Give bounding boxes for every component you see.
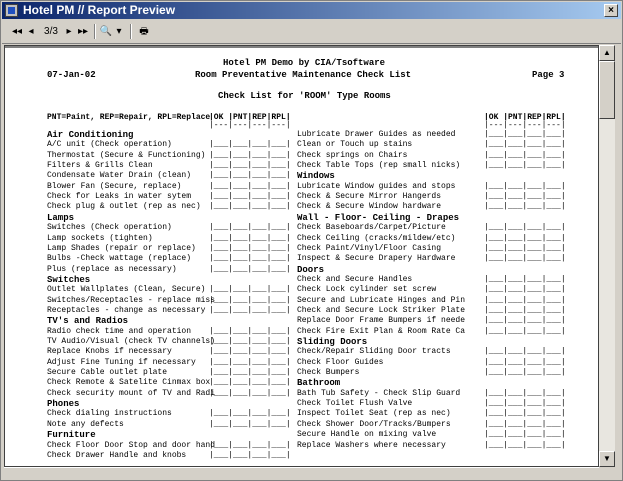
section-heading: Bathroom bbox=[297, 378, 341, 389]
checkbox-columns: |___|___|___|___| bbox=[484, 409, 566, 419]
checklist-item: Check Bumpers bbox=[297, 368, 360, 378]
checklist-item: Replace Washers where necessary bbox=[297, 440, 446, 450]
report-date: 07-Jan-02 bbox=[47, 70, 96, 80]
checklist-item: Check Toilet Flush Valve bbox=[297, 399, 413, 409]
checklist-item: Check security mount of TV and Radi bbox=[47, 388, 216, 398]
checkbox-columns: |___|___|___|___| bbox=[484, 295, 566, 305]
checklist-item: Check Shower Door/Tracks/Bumpers bbox=[297, 419, 451, 429]
checklist-item: Adjust Fine Tuning if necessary bbox=[47, 357, 196, 367]
next-page-button[interactable]: ▸ bbox=[66, 26, 72, 37]
checklist-item: Lubricate Window guides and stops bbox=[297, 181, 456, 191]
checkbox-columns: |___|___|___|___| bbox=[209, 295, 291, 305]
checkbox-columns: |___|___|___|___| bbox=[209, 337, 291, 346]
checkbox-columns: |___|___|___|___| bbox=[484, 223, 566, 233]
checkbox-columns: |___|___|___|___| bbox=[209, 161, 291, 171]
checklist-item: Check & Secure Window hardware bbox=[297, 202, 442, 212]
checklist-item: Outlet Wallplates (Clean, Secure) bbox=[47, 285, 206, 295]
checkbox-columns: |___|___|___|___| bbox=[209, 305, 291, 315]
toolbar-separator bbox=[130, 24, 132, 39]
checklist-item: Condensate Water Drain (clean) bbox=[47, 171, 192, 181]
checklist-item: Receptacles - change as necessary bbox=[47, 305, 206, 315]
checklist-item: Check and Secure Handles bbox=[297, 274, 413, 284]
page-top-edge bbox=[5, 46, 599, 48]
column-header-right: |OK |PNT|REP|RPL| bbox=[484, 113, 566, 122]
report-subtitle: Check List for 'ROOM' Type Rooms bbox=[218, 91, 391, 101]
section-heading: Air Conditioning bbox=[47, 130, 134, 140]
checkbox-columns: |___|___|___|___| bbox=[209, 326, 291, 336]
checklist-item: Check springs on Chairs bbox=[297, 150, 408, 160]
scroll-thumb[interactable] bbox=[599, 61, 615, 119]
checkbox-columns: |___|___|___|___| bbox=[484, 326, 566, 336]
checklist-item: Check Ceiling (cracks/mildew/etc) bbox=[297, 233, 456, 243]
checklist-item: Bulbs -Check wattage (replace) bbox=[47, 254, 192, 264]
checklist-item: Check Fire Exit Plan & Room Rate Ca bbox=[297, 326, 466, 336]
page-indicator: 3/3 bbox=[44, 26, 58, 37]
checklist-item: Check dialing instructions bbox=[47, 409, 172, 419]
checkbox-columns: |___|___|___|___| bbox=[209, 378, 291, 388]
checklist-item: TV Audio/Visual (check TV channels) bbox=[47, 337, 216, 346]
first-page-button[interactable]: ◂◂ bbox=[11, 26, 23, 37]
checklist-item: A/C unit (Check operation) bbox=[47, 140, 172, 150]
checkbox-columns: |___|___|___|___| bbox=[484, 243, 566, 253]
close-button[interactable]: × bbox=[604, 4, 618, 17]
checklist-item: Check Remote & Satelite Cinmax box bbox=[47, 378, 211, 388]
checkbox-columns: |___|___|___|___| bbox=[209, 243, 291, 253]
checklist-item: Check Lock cylinder set screw bbox=[297, 285, 437, 295]
checkbox-columns: |___|___|___|___| bbox=[209, 347, 291, 357]
checkbox-columns: |___|___|___|___| bbox=[484, 181, 566, 191]
report-title: Room Preventative Maintenance Check List bbox=[195, 70, 412, 80]
report-legend: PNT=Paint, REP=Repair, RPL=Replace bbox=[47, 113, 211, 122]
toolbar-separator bbox=[94, 24, 96, 39]
checklist-item: Thermostat (Secure & Functioning) bbox=[47, 150, 206, 160]
checklist-item: Filters & Grills Clean bbox=[47, 161, 153, 171]
checkbox-columns: |___|___|___|___| bbox=[484, 202, 566, 212]
checklist-item: Replace Door Frame Bumpers if neede bbox=[297, 316, 466, 326]
report-page bbox=[5, 46, 599, 467]
checkbox-columns: |___|___|___|___| bbox=[484, 274, 566, 284]
checklist-item: Check Floor Door Stop and door hand bbox=[47, 440, 216, 450]
checkbox-columns: |___|___|___|___| bbox=[484, 368, 566, 378]
scroll-up-button[interactable]: ▲ bbox=[599, 45, 615, 61]
checkbox-columns: |___|___|___|___| bbox=[209, 285, 291, 295]
checkbox-columns: |___|___|___|___| bbox=[484, 161, 566, 171]
checklist-item: Lamp Shades (repair or replace) bbox=[47, 243, 196, 253]
section-heading: Wall - Floor- Ceiling - Drapes bbox=[297, 212, 460, 223]
scroll-down-button[interactable]: ▼ bbox=[599, 451, 615, 467]
checklist-item: Blower Fan (Secure, replace) bbox=[47, 181, 182, 191]
section-heading: Lamps bbox=[47, 212, 75, 223]
checkbox-columns: |___|___|___|___| bbox=[484, 440, 566, 450]
checkbox-columns: |___|___|___|___| bbox=[209, 440, 291, 450]
checklist-item: Radio check time and operation bbox=[47, 326, 192, 336]
horizontal-scrollbar[interactable] bbox=[4, 467, 599, 480]
checklist-item: Switches (Check operation) bbox=[47, 223, 172, 233]
checklist-item: Bath Tub Safety - Check Slip Guard bbox=[297, 388, 461, 398]
checkbox-columns: |___|___|___|___| bbox=[484, 316, 566, 326]
report-company: Hotel PM Demo by CIA/Tsoftware bbox=[223, 58, 386, 68]
report-viewport[interactable] bbox=[4, 45, 599, 467]
checkbox-columns: |___|___|___|___| bbox=[484, 305, 566, 315]
print-icon[interactable]: 🖶 bbox=[139, 26, 149, 37]
checkbox-columns: |___|___|___|___| bbox=[484, 140, 566, 150]
checklist-item: Inspect & Secure Drapery Hardware bbox=[297, 254, 456, 264]
checkbox-columns: |___|___|___|___| bbox=[209, 223, 291, 233]
section-heading: Sliding Doors bbox=[297, 337, 368, 347]
checkbox-columns: |___|___|___|___| bbox=[484, 430, 566, 440]
last-page-button[interactable]: ▸▸ bbox=[77, 26, 89, 37]
preview-toolbar bbox=[2, 21, 621, 44]
checklist-item: Check for Leaks in water sytem bbox=[47, 192, 192, 202]
checklist-item: Replace Knobs if necessary bbox=[47, 347, 172, 357]
section-heading: Doors bbox=[297, 264, 325, 275]
checkbox-columns: |___|___|___|___| bbox=[209, 254, 291, 264]
checkbox-columns: |___|___|___|___| bbox=[209, 357, 291, 367]
section-heading: Furniture bbox=[47, 430, 96, 441]
section-heading: Phones bbox=[47, 399, 80, 410]
checkbox-columns: |___|___|___|___| bbox=[484, 254, 566, 264]
checkbox-columns: |___|___|___|___| bbox=[209, 409, 291, 419]
section-heading: Windows bbox=[297, 171, 335, 182]
checklist-item: Check Baseboards/Carpet/Picture bbox=[297, 223, 446, 233]
checklist-item: Check and Secure Lock Striker Plate bbox=[297, 305, 466, 315]
zoom-dropdown-icon[interactable]: ▾ bbox=[116, 26, 122, 37]
checkbox-columns: |___|___|___|___| bbox=[209, 192, 291, 202]
checklist-item: Check Drawer Handle and knobs bbox=[47, 450, 187, 460]
column-header-left: |OK |PNT|REP|RPL| bbox=[209, 113, 291, 122]
report-page-number: Page 3 bbox=[532, 70, 565, 80]
checkbox-columns: |___|___|___|___| bbox=[484, 233, 566, 243]
section-heading: Switches bbox=[47, 274, 91, 285]
checkbox-columns: |___|___|___|___| bbox=[209, 264, 291, 274]
checkbox-columns: |___|___|___|___| bbox=[209, 233, 291, 243]
title-bar bbox=[2, 2, 621, 19]
checklist-item: Check Paint/Vinyl/Floor Casing bbox=[297, 243, 442, 253]
checklist-item: Switches/Receptacles - replace miss bbox=[47, 295, 216, 305]
zoom-icon[interactable]: 🔍 bbox=[99, 26, 113, 37]
checklist-item: Secure Cable outlet plate bbox=[47, 368, 168, 378]
checkbox-columns: |___|___|___|___| bbox=[209, 388, 291, 398]
checklist-item: Clean or Touch up stains bbox=[297, 140, 413, 150]
checkbox-columns: |___|___|___|___| bbox=[484, 419, 566, 429]
column-header-rule-left: |---|---|---|---| bbox=[209, 121, 291, 130]
checkbox-columns: |___|___|___|___| bbox=[209, 181, 291, 191]
app-icon bbox=[5, 4, 18, 17]
checkbox-columns: |___|___|___|___| bbox=[484, 150, 566, 160]
checklist-item: Lubricate Drawer Guides as needed bbox=[297, 130, 456, 139]
checkbox-columns: |___|___|___|___| bbox=[484, 357, 566, 367]
checkbox-columns: |___|___|___|___| bbox=[484, 285, 566, 295]
checkbox-columns: |___|___|___|___| bbox=[484, 388, 566, 398]
vertical-scrollbar[interactable] bbox=[599, 45, 615, 467]
checkbox-columns: |___|___|___|___| bbox=[209, 150, 291, 160]
checkbox-columns: |___|___|___|___| bbox=[484, 130, 566, 139]
checkbox-columns: |___|___|___|___| bbox=[484, 192, 566, 202]
checklist-item: Check/Repair Sliding Door tracts bbox=[297, 347, 451, 357]
checklist-item: Lamp sockets (tighten) bbox=[47, 233, 153, 243]
checklist-item: Check Table Tops (rep small nicks) bbox=[297, 161, 461, 171]
checklist-item: Note any defects bbox=[47, 419, 124, 429]
checkbox-columns: |___|___|___|___| bbox=[209, 140, 291, 150]
checkbox-columns: |___|___|___|___| bbox=[209, 202, 291, 212]
checkbox-columns: |___|___|___|___| bbox=[209, 368, 291, 378]
checklist-item: Inspect Toilet Seat (rep as nec) bbox=[297, 409, 451, 419]
checklist-item: Secure and Lubricate Hinges and Pin bbox=[297, 295, 466, 305]
checkbox-columns: |___|___|___|___| bbox=[209, 450, 291, 460]
prev-page-button[interactable]: ◂ bbox=[28, 26, 34, 37]
checklist-item: Plus (replace as necessary) bbox=[47, 264, 177, 274]
checklist-item: Check Floor Guides bbox=[297, 357, 384, 367]
column-header-rule-right: |---|---|---|---| bbox=[484, 121, 566, 130]
checklist-item: Secure Handle on mixing valve bbox=[297, 430, 437, 440]
window-title: Hotel PM // Report Preview bbox=[23, 3, 176, 17]
section-heading: TV's and Radios bbox=[47, 316, 129, 327]
checkbox-columns: |___|___|___|___| bbox=[484, 399, 566, 409]
checklist-item: Check plug & outlet (rep as nec) bbox=[47, 202, 201, 212]
checkbox-columns: |___|___|___|___| bbox=[484, 347, 566, 357]
checklist-item: Check & Secure Mirror Hangerds bbox=[297, 192, 442, 202]
checkbox-columns: |___|___|___|___| bbox=[209, 419, 291, 429]
checkbox-columns: |___|___|___|___| bbox=[209, 171, 291, 181]
